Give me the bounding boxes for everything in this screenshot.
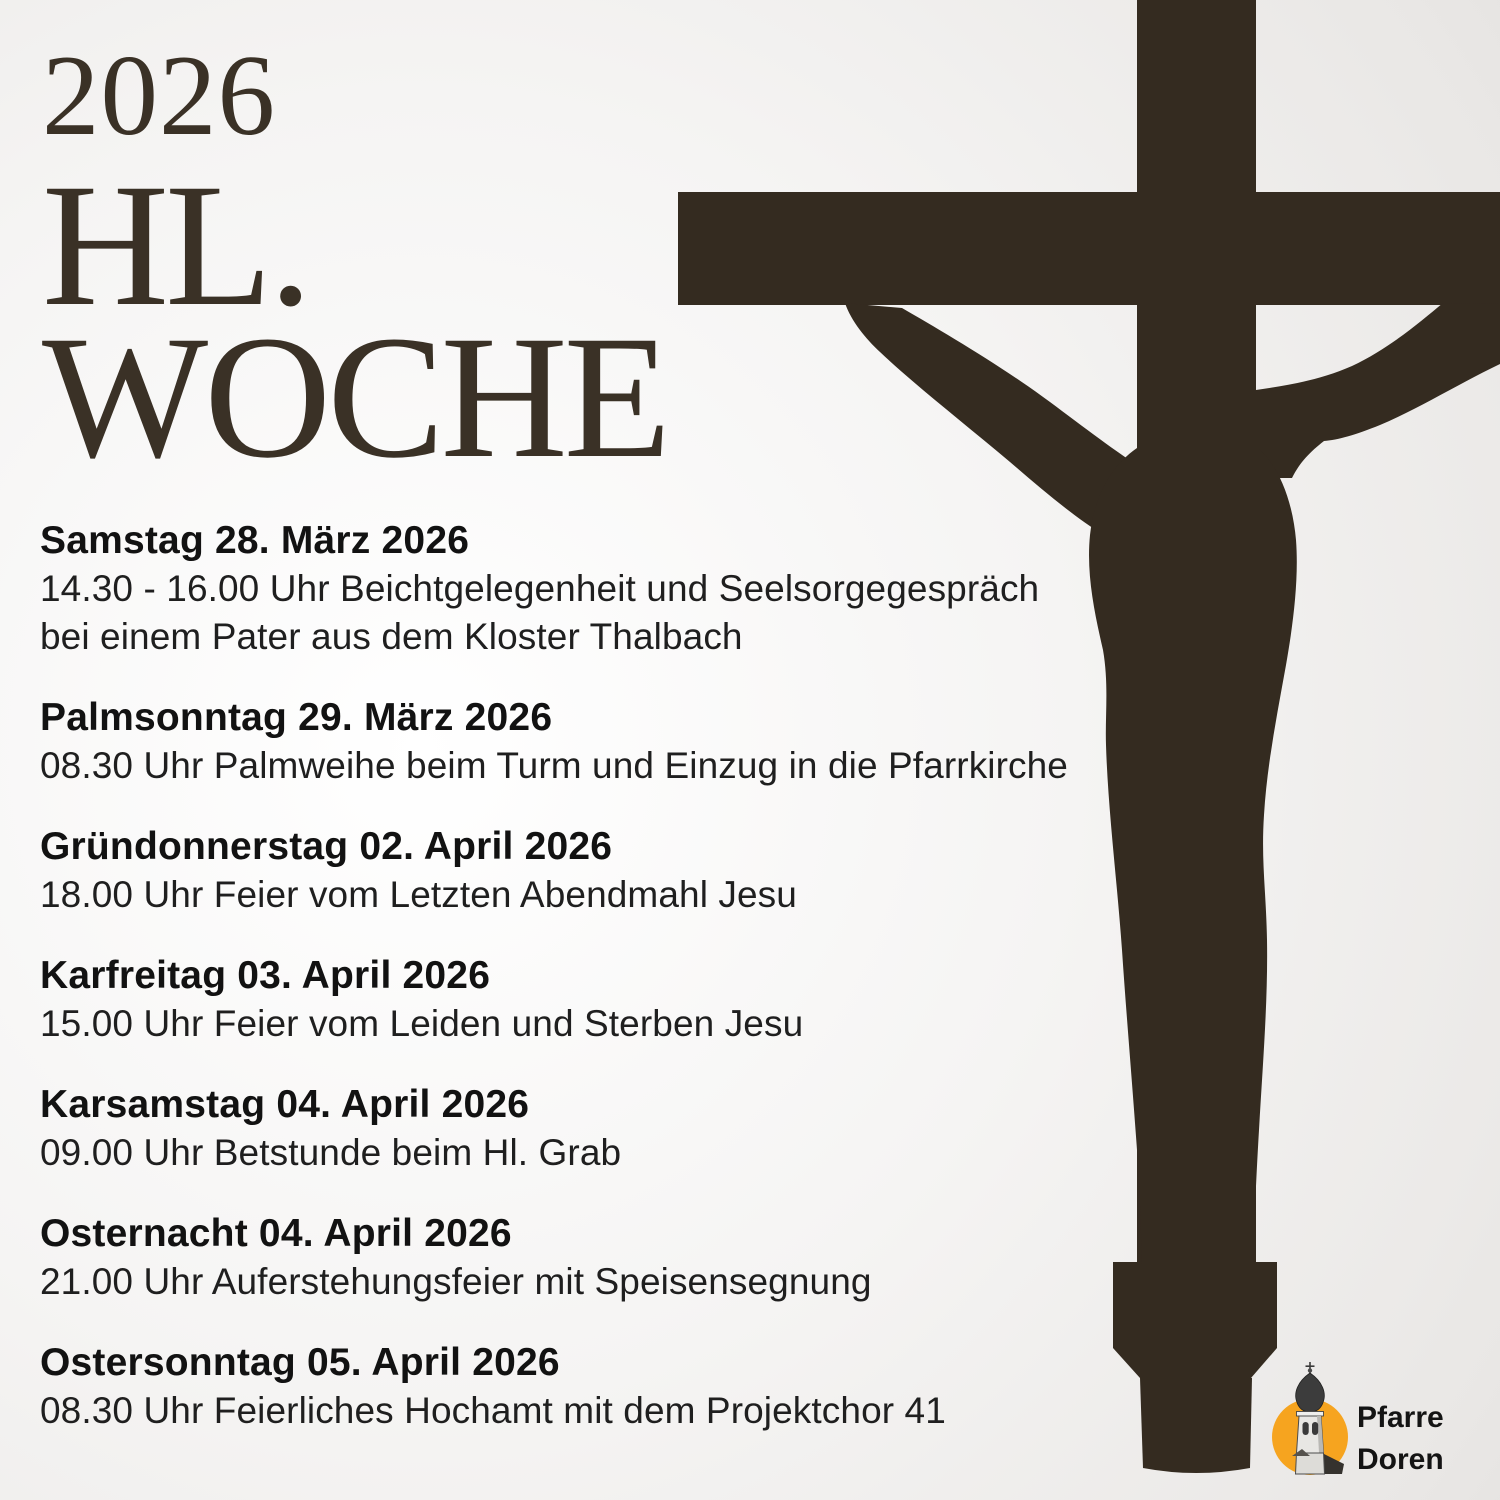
event-day: Gründonnerstag 02. April 2026 [40,825,613,868]
event-detail: 09.00 Uhr Betstunde beim Hl. Grab [40,1132,622,1173]
event-block-palmsonntag [40,694,1125,790]
event-day: Ostersonntag 05. April 2026 [40,1341,560,1384]
event-detail: 08.30 Uhr Palmweihe beim Turm und Einzug in die Pfarrkirche [40,745,1068,786]
poster-title-line2: WOCHE [42,300,668,495]
parish-name-line2: Doren [1357,1443,1444,1476]
event-detail: bei einem Pater aus dem Kloster Thalbach [40,616,743,657]
event-day: Samstag 28. März 2026 [40,519,470,562]
church-tower-icon [1270,1356,1352,1478]
event-day: Karsamstag 04. April 2026 [40,1083,530,1126]
parish-logo [1270,1356,1485,1481]
event-day: Karfreitag 03. April 2026 [40,954,491,997]
event-detail: 14.30 - 16.00 Uhr Beichtgelegenheit und Seelsorgegespräch [40,568,1040,609]
event-block-karsamstag [40,1081,1125,1177]
event-block-ostersonntag [40,1339,1125,1435]
corpus-right-arm [1256,303,1500,478]
cross-horizontal-beam [678,192,1500,305]
event-schedule [40,517,1125,1468]
event-block-samstag [40,517,1125,661]
event-block-karfreitag [40,952,1125,1048]
event-day: Palmsonntag 29. März 2026 [40,696,553,739]
event-detail: 18.00 Uhr Feier vom Letzten Abendmahl Jesu [40,874,797,915]
event-block-osternacht [40,1210,1125,1306]
parish-name-line1: Pfarre [1357,1401,1444,1434]
event-block-gruendonnerstag [40,823,1125,919]
event-day: Osternacht 04. April 2026 [40,1212,512,1255]
parish-name [1357,1397,1444,1481]
event-detail: 21.00 Uhr Auferstehungsfeier mit Speisensegnung [40,1261,872,1302]
cross-base-block [1113,1262,1277,1378]
event-detail: 15.00 Uhr Feier vom Leiden und Sterben Jesu [40,1003,804,1044]
poster-year: 2026 [42,32,276,159]
event-detail: 08.30 Uhr Feierliches Hochamt mit dem Projektchor 41 [40,1390,946,1431]
poster-title-line1: HL. [42,148,309,343]
cross-lower-post [1140,1378,1252,1473]
